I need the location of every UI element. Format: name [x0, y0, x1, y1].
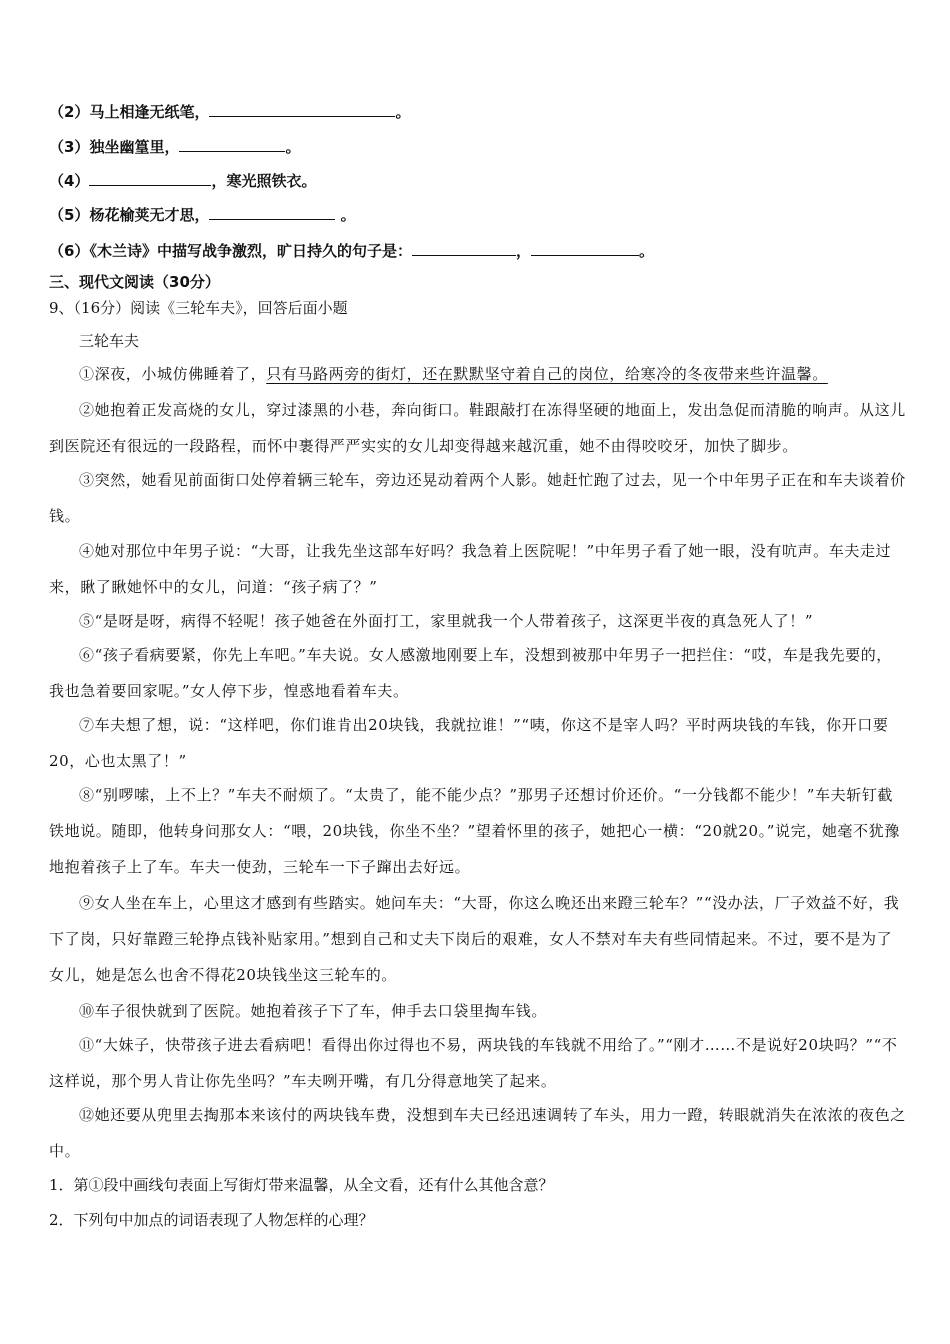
item-text: 马上相逢无纸笔， — [89, 103, 210, 121]
paragraph-text: ⑦车夫想了想，说：“这样吧，你们谁肯出20块钱，我就拉谁！”“咦，你这不是宰人吗？平时两块钱的车钱，你开口要20，心也太黑了！” — [49, 716, 889, 770]
paragraph-text: ②她抱着正发高烧的女儿，穿过漆黑的小巷，奔向街口。鞋跟敲打在冻得坚硬的地面上，发出急促而清脆的响声。从这儿到医院还有很远的一段路程，而怀中裹得严严实实的女儿却变得越来越沉重，她不由得咬咬牙，加快了脚步。 — [49, 401, 906, 455]
paragraph-5 — [49, 603, 907, 639]
answer-blank — [209, 102, 395, 117]
paragraph-12 — [49, 1097, 907, 1169]
paragraph-text: ⑨女人坐在车上，心里这才感到有些踏实。她问车夫：“大哥，你这么晚还出来蹬三轮车？”“没办法，厂子效益不好，我下了岗，只好靠蹬三轮挣点钱补贴家用。”想到自己和丈夫下岗后的艰难，女人不禁对车夫有些同情起来。不过，要不是为了女儿，她是怎么也舍不得花20块钱坐这三轮车的。 — [49, 894, 900, 984]
item-number: （5） — [49, 206, 90, 224]
fill-item-3 — [49, 137, 300, 157]
article-title: 三轮车夫 — [79, 332, 140, 350]
underlined-sentence: 只有马路两旁的街灯，还在默默坚守着自己的岗位，给寒冷的冬夜带来些许温馨。 — [266, 365, 828, 383]
fill-item-5 — [49, 205, 356, 225]
item-number: （2） — [49, 103, 90, 121]
answer-blank — [412, 241, 516, 256]
paragraph-text: ⑥“孩子看病要紧，你先上车吧。”车夫说。女人感激地刚要上车，没想到被那中年男子一把拦住：“哎，车是我先要的，我也急着要回家呢。”女人停下步，惶惑地看着车夫。 — [49, 646, 892, 700]
section-title: 三、现代文阅读（30分） — [49, 273, 220, 291]
fill-item-4 — [49, 171, 316, 191]
item-text: 《木兰诗》中描写战争激烈，旷日持久的句子是： — [89, 242, 412, 260]
paragraph-3 — [49, 462, 907, 534]
paragraph-text: ⑫她还要从兜里去掏那本来该付的两块钱车费，没想到车夫已经迅速调转了车头，用力一蹬，转眼就消失在浓浓的夜色之中。 — [49, 1106, 906, 1160]
question-1: 1．第①段中画线句表面上写街灯带来温馨，从全文看，还有什么其他含意？ — [49, 1176, 554, 1194]
item-text-end: 。 — [335, 206, 356, 224]
answer-blank — [179, 137, 285, 152]
item-number: （4） — [49, 172, 90, 190]
item-text-end: 。 — [395, 103, 411, 121]
item-number: （6） — [49, 242, 90, 260]
paragraph-2 — [49, 392, 907, 464]
item-text: 独坐幽篁里， — [89, 138, 180, 156]
question-2: 2．下列句中加点的词语表现了人物怎样的心理？ — [49, 1211, 374, 1229]
fill-item-6 — [49, 241, 654, 261]
question-intro: 9、（16分）阅读《三轮车夫》，回答后面小题 — [49, 299, 348, 317]
paragraph-6 — [49, 637, 907, 709]
paragraph-text: ④她对那位中年男子说：“大哥，让我先坐这部车好吗？我急着上医院呢！”中年男子看了她一眼，没有吭声。车夫走过来，瞅了瞅她怀中的女儿，问道：“孩子病了？” — [49, 542, 892, 596]
paragraph-9 — [49, 885, 907, 993]
answer-blank — [89, 171, 211, 186]
paragraph-text: ⑧“别啰嗦，上不上？”车夫不耐烦了。“太贵了，能不能少点？”那男子还想讨价还价。“一分钱都不能少！”车夫斩钉截铁地说。随即，他转身问那女人：“喂，20块钱，你坐不坐？”望着怀里的孩子，她把心一横：“20就20。”说完，她毫不犹豫地抱着孩子上了车。车夫一使劲，三轮车一下子蹿出去好远。 — [49, 786, 900, 876]
fill-item-2 — [49, 102, 410, 122]
paragraph-4 — [49, 533, 907, 605]
item-text-mid: ， — [515, 242, 531, 260]
item-text-end: ，寒光照铁衣。 — [211, 172, 317, 190]
paragraph-text: ⑩车子很快就到了医院。她抱着孩子下了车，伸手去口袋里掏车钱。 — [79, 1002, 548, 1020]
paragraph-10 — [49, 993, 907, 1029]
paragraph-text: ⑤“是呀是呀，病得不轻呢！孩子她爸在外面打工，家里就我一个人带着孩子，这深更半夜的真急死人了！” — [79, 612, 814, 630]
paragraph-1 — [49, 356, 907, 392]
item-text: 杨花榆荚无才思， — [89, 206, 210, 224]
answer-blank — [531, 241, 639, 256]
paragraph-text: ③突然，她看见前面街口处停着辆三轮车，旁边还晃动着两个人影。她赶忙跑了过去，见一个中年男子正在和车夫谈着价钱。 — [49, 471, 906, 525]
answer-blank — [209, 205, 335, 220]
paragraph-11 — [49, 1027, 907, 1099]
item-text-end: 。 — [638, 242, 654, 260]
paragraph-text: ⑪“大妹子，快带孩子进去看病吧！看得出你过得也不易，两块钱的车钱就不用给了。”“刚才……不是说好20块吗？”“不这样说，那个男人肯让你先坐吗？”车夫咧开嘴，有几分得意地笑了起来。 — [49, 1036, 898, 1090]
paragraph-text: ①深夜，小城仿佛睡着了， — [79, 365, 267, 383]
item-text-end: 。 — [285, 138, 301, 156]
item-number: （3） — [49, 138, 90, 156]
paragraph-7 — [49, 707, 907, 779]
paragraph-8 — [49, 777, 907, 885]
